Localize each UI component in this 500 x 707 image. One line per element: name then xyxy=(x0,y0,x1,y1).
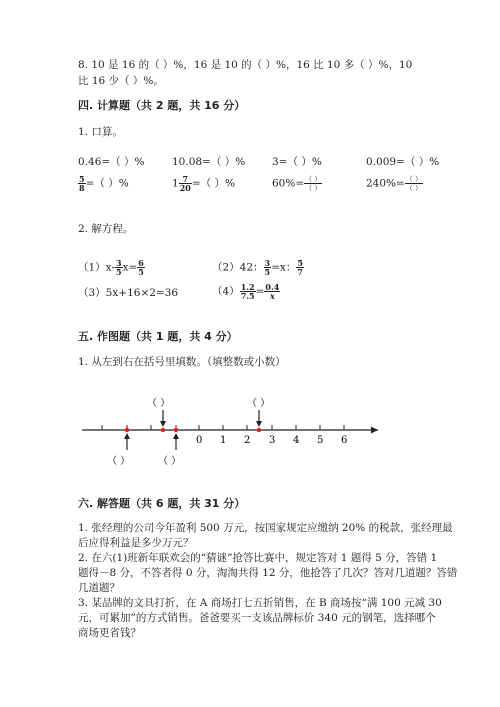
number-line-figure xyxy=(0,385,500,475)
oral-item-1: 0.46=（ ）% xyxy=(78,156,145,168)
tick-marks xyxy=(102,425,344,430)
problem-1-line1: 1. 张经理的公司今年盈利 500 万元，按国家规定应缴纳 20% 的税款，张经理最 xyxy=(78,522,453,534)
oral-item-4: 0.009=（ ）% xyxy=(366,156,440,168)
fraction: $\frac{3}{5}$ xyxy=(264,258,271,277)
q8-line1: 8. 10 是 16 的（ ）%，16 是 10 的（ ）%，16 比 10 多（ ）%，10 xyxy=(78,59,413,71)
tick-label: 6 xyxy=(341,435,348,446)
fraction: $\frac{( )}{( )}$ xyxy=(405,175,423,192)
question-numberline-title: 1. 从左到右在括号里填数。（填整数或小数） xyxy=(78,356,286,368)
section-heading-problems: 六. 解答题（共 6 题，共 31 分） xyxy=(78,497,246,510)
problem-3-line3: 商场更省钱？ xyxy=(78,627,141,639)
section-heading-calc: 四. 计算题（共 2 题，共 16 分） xyxy=(78,99,246,112)
oral-item-6: 1 $\frac{7}{20}$ =（ ）% xyxy=(172,174,235,193)
tick-label: 4 xyxy=(293,435,300,446)
tick-label: 1 xyxy=(220,435,227,446)
oral-item-3: 3=（ ）% xyxy=(272,156,322,168)
tick-label: 5 xyxy=(317,435,324,446)
fraction: $\frac{5}{8}$ xyxy=(79,174,85,193)
fraction: $\frac{6}{5}$ xyxy=(138,258,144,277)
section-heading-drawing: 五. 作图题（共 1 题，共 4 分） xyxy=(78,330,238,343)
fraction: $\frac{( )}{( )}$ xyxy=(305,175,322,192)
problem-2-line2: 题得－8 分，不答者得 0 分，淘淘共得 12 分，他抢答了几次？答对几道题？答错 xyxy=(78,567,458,579)
answer-blank-bottom: （ ） xyxy=(107,456,131,467)
question-oral-title: 1. 口算。 xyxy=(78,126,123,138)
equation-1: （1）x- $\frac{3}{5}$ x= $\frac{6}{5}$ xyxy=(78,258,144,277)
fraction: $\frac{0.4}{x}$ xyxy=(265,282,280,301)
tick-label: 2 xyxy=(244,435,251,446)
problem-2-line1: 2. 在六(1)班新年联欢会的“猜谜”抢答比赛中，规定答对 1 题得 5 分，答错 1 xyxy=(78,552,438,564)
answer-blank-top: （ ） xyxy=(147,398,171,409)
fraction: $\frac{1.2}{7.5}$ xyxy=(240,282,255,301)
question-equation-title: 2. 解方程。 xyxy=(78,223,134,235)
oral-item-7: 60%= $\frac{( )}{( )}$ xyxy=(272,175,322,192)
point-marker xyxy=(161,428,165,432)
problem-2-line3: 几道题？ xyxy=(78,582,120,594)
problem-1-line2: 后应得利益是多少万元？ xyxy=(78,537,194,549)
q8-line2: 比 16 少（ ）%。 xyxy=(78,75,164,87)
equation-3: （3）5x+16×2=36 xyxy=(78,287,179,299)
tick-label: 0 xyxy=(196,435,203,446)
fraction: $\frac{3}{5}$ xyxy=(115,258,122,277)
problem-3-line2: 元，可累加”的方式销售。爸爸要买一支该品牌标价 340 元的钢笔，选择哪个 xyxy=(78,612,436,624)
oral-item-5: $\frac{5}{8}$ =（ ）% xyxy=(79,174,129,193)
oral-item-8: 240%= $\frac{( )}{( )}$ xyxy=(366,175,423,192)
equation-4: （4） $\frac{1.2}{7.5}$ = $\frac{0.4}{x}$ xyxy=(212,282,280,301)
fraction: $\frac{7}{20}$ xyxy=(179,174,191,193)
tick-label: 3 xyxy=(269,435,276,446)
fraction: $\frac{5}{7}$ xyxy=(297,258,303,277)
problem-3-line1: 3. 某品牌的文具打折，在 A 商场打七五折销售，在 B 商场按“满 100 元减 30 xyxy=(78,597,442,609)
answer-blank-bottom: （ ） xyxy=(158,456,182,467)
point-marker xyxy=(174,428,178,432)
answer-blank-top: （ ） xyxy=(247,398,271,409)
point-marker xyxy=(125,428,129,432)
oral-item-2: 10.08=（ ）% xyxy=(172,156,246,168)
point-marker xyxy=(257,428,261,432)
equation-2: （2）42： $\frac{3}{5}$ =x： $\frac{5}{7}$ xyxy=(212,258,303,277)
